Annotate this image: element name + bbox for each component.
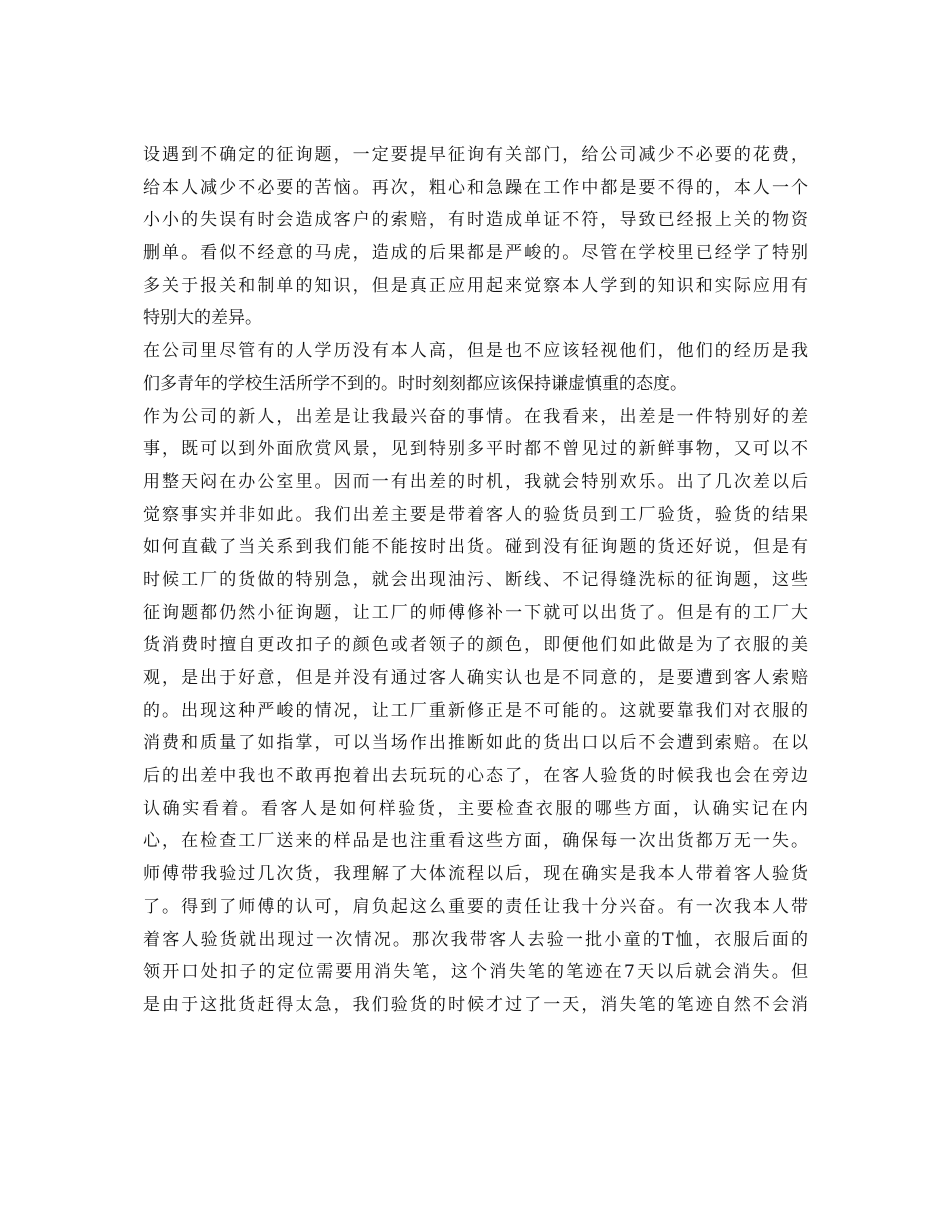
text-line: 特别大的差异。 <box>143 308 262 329</box>
document-body <box>143 139 808 1022</box>
text-line: 了。得到了师傅的认可，肩负起这么重要的责任让我十分兴奋。有一次我本人带 <box>143 896 808 917</box>
text-line: 作为公司的新人，出差是让我最兴奋的事情。在我看来，出差是一件特别好的差 <box>143 406 808 427</box>
text-line: 们多青年的学校生活所学不到的。时时刻刻都应该保持谦虚慎重的态度。 <box>143 373 687 394</box>
text-line: 多关于报关和制单的知识，但是真正应用起来觉察本人学到的知识和实际应用有 <box>143 275 808 296</box>
text-line: 是由于这批货赶得太急，我们验货的时候才过了一天，消失笔的笔迹自然不会消 <box>143 994 808 1015</box>
text-line: 觉察事实并非如此。我们出差主要是带着客人的验货员到工厂验货，验货的结果 <box>143 504 808 525</box>
text-line: 的。出现这种严峻的情况，让工厂重新修正是不可能的。这就要靠我们对衣服的 <box>143 700 808 721</box>
text-line: 师傅带我验过几次货，我理解了大体流程以后，现在确实是我本人带着客人验货 <box>143 864 808 885</box>
text-line: 在公司里尽管有的人学历没有本人高，但是也不应该轻视他们，他们的经历是我 <box>143 341 808 362</box>
text-line: 事，既可以到外面欣赏风景，见到特别多平时都不曾见过的新鲜事物，又可以不 <box>143 439 808 460</box>
text-line: 货消费时擅自更改扣子的颜色或者领子的颜色，即便他们如此做是为了衣服的美 <box>143 635 808 656</box>
text-line: 后的出差中我也不敢再抱着出去玩玩的心态了，在客人验货的时候我也会在旁边 <box>143 766 808 787</box>
text-line: 用整天闷在办公室里。因而一有出差的时机，我就会特别欢乐。出了几次差以后 <box>143 471 808 492</box>
text-line: 认确实看着。看客人是如何样验货，主要检查衣服的哪些方面，认确实记在内 <box>143 798 808 819</box>
text-line: 设遇到不确定的征询题，一定要提早征询有关部门，给公司减少不必要的花费， <box>143 145 808 165</box>
text-line: 时候工厂的货做的特别急，就会出现油污、断线、不记得缝洗标的征询题，这些 <box>143 569 808 590</box>
text-line: 消费和质量了如指掌，可以当场作出推断如此的货出口以后不会遭到索赔。在以 <box>143 733 808 754</box>
text-line: 领开口处扣子的定位需要用消失笔，这个消失笔的笔迹在7天以后就会消失。但 <box>143 962 808 983</box>
text-line: 给本人减少不必要的苦恼。再次，粗心和急躁在工作中都是要不得的，本人一个 <box>143 177 808 198</box>
text-line: 心，在检查工厂送来的样品是也注重看这些方面，确保每一次出货都万无一失。 <box>143 831 808 852</box>
text-line: 如何直截了当关系到我们能不能按时出货。碰到没有征询题的货还好说，但是有 <box>143 537 808 558</box>
text-line: 删单。看似不经意的马虎，造成的后果都是严峻的。尽管在学校里已经学了特别 <box>143 243 808 264</box>
text-line: 征询题都仍然小征询题，让工厂的师傅修补一下就可以出货了。但是有的工厂大 <box>143 602 808 623</box>
text-line: 着客人验货就出现过一次情况。那次我带客人去验一批小童的T恤，衣服后面的 <box>143 929 808 950</box>
text-line: 小小的失误有时会造成客户的索赔，有时造成单证不符，导致已经报上关的物资 <box>143 210 808 231</box>
text-line: 观，是出于好意，但是并没有通过客人确实认也是不同意的，是要遭到客人索赔 <box>143 668 808 688</box>
